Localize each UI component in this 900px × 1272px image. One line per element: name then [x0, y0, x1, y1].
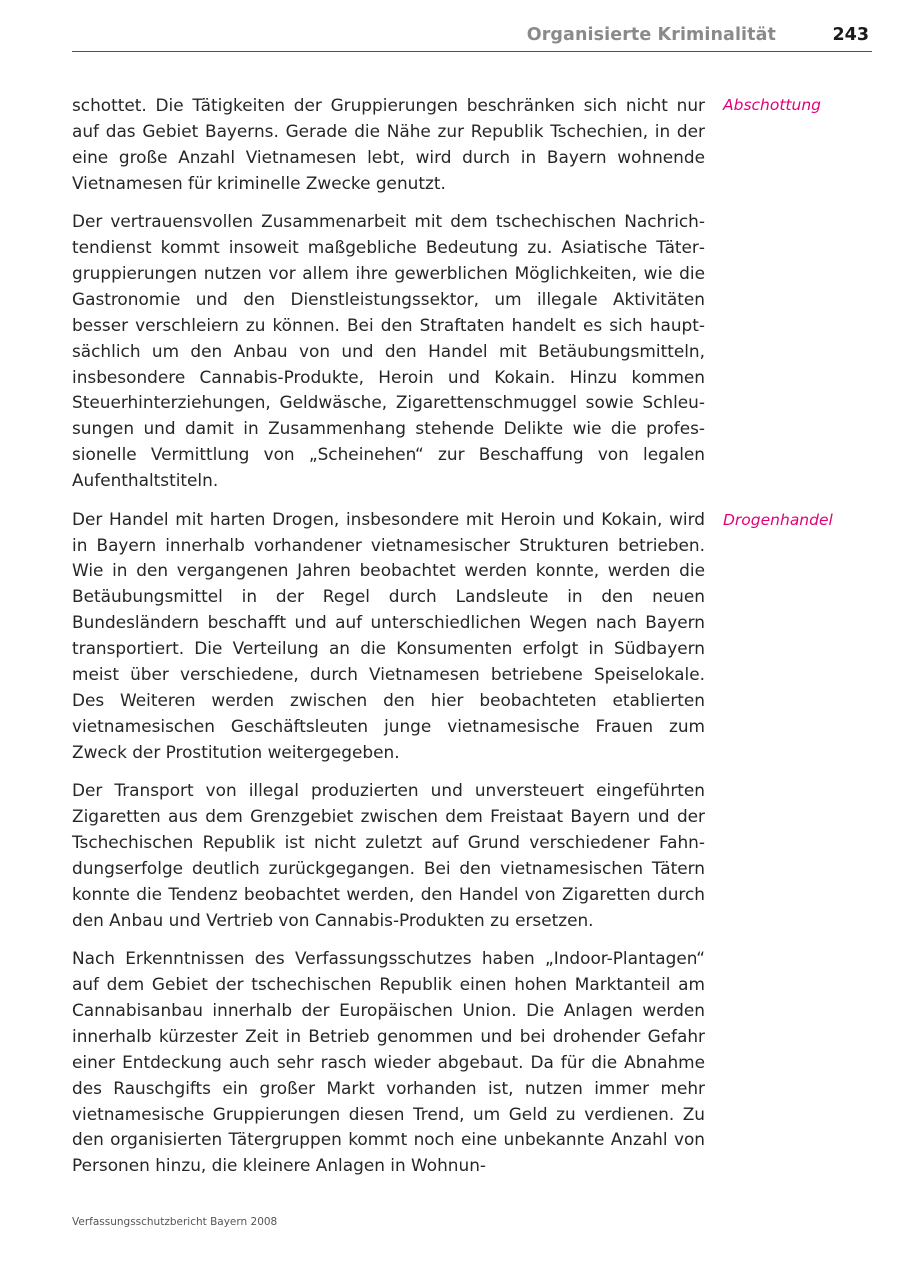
margin-note-drogenhandel: Drogenhandel	[723, 511, 833, 529]
margin-note-abschottung: Abschottung	[723, 96, 821, 114]
paragraph-2: Der vertrauensvollen Zusammenarbeit mit dem tschechischen Nachrichtendienst kommt insoweit maßgebliche Bedeutung zu. Asiatische Tätergruppierungen nutzen vor allem ihre gewerblichen Möglichkeiten, wie die Gastronomie und den Dienstleistungssektor, um illegale Aktivitäten besser verschleiern zu können. Bei den Straftaten handelt es sich hauptsächlich um den Anbau von und den Handel mit Betäubungsmitteln, insbesondere Cannabis-Produkte, Heroin und Kokain. Hinzu kommen Steuerhinterziehungen, Geldwäsche, Zigarettenschmuggel sowie Schleusungen und damit in Zusammenhang stehende Delikte wie die professionelle Vermittlung von „Scheinehen“ zur Beschaffung von legalen Aufenthaltstiteln.	[72, 211, 705, 491]
paragraph-3: Der Handel mit harten Drogen, insbesondere mit Heroin und Kokain, wird in Bayern innerhalb vorhandener vietnamesischer Strukturen betrieben. Wie in den vergangenen Jahren beobachtet werden konnte, werden die Betäubungsmittel in der Regel durch Landsleute in den neuen Bundesländern beschafft und auf unterschiedlichen Wegen nach Bayern transportiert. Die Verteilung an die Konsumenten erfolgt in Südbayern meist über verschiedene, durch Vietnamesen betriebene Speiselokale. Des Weiteren werden zwischen den hier beobachteten etablierten vietnamesischen Geschäftsleuten junge vietnamesische Frauen zum Zweck der Prostitution weitergegeben.	[72, 508, 705, 762]
running-header	[72, 22, 872, 50]
running-header-title: Organisierte Kriminalität	[526, 25, 776, 45]
paragraph-4: Der Transport von illegal produzierten und unversteuert eingeführten Zigaretten aus dem Grenzgebiet zwischen dem Freistaat Bayern und der Tschechischen Republik ist nicht zuletzt auf Grund verschiedener Fahndungserfolge deutlich zurückgegangen. Bei den vietnamesischen Tätern konnte die Tendenz beobachtet werden, den Handel von Zigaretten durch den Anbau und Vertrieb von Cannabis-Produkten zu ersetzen.	[72, 780, 705, 930]
header-rule	[72, 51, 872, 52]
paragraph-5: Nach Erkenntnissen des Verfassungsschutzes haben „Indoor-Plantagen“ auf dem Gebiet der tschechischen Republik einen hohen Marktanteil am Cannabisanbau innerhalb der Europäischen Union. Die Anlagen werden innerhalb kürzester Zeit in Betrieb genommen und bei drohender Gefahr einer Entdeckung auch sehr rasch wieder abgebaut. Da für die Abnahme des Rauschgifts ein großer Markt vorhanden ist, nutzen immer mehr vietnamesische Gruppierungen diesen Trend, um Geld zu verdienen. Zu den organisierten Tätergruppen kommt noch eine unbekannte Anzahl von Personen hinzu, die kleinere Anlagen in Wohnun-	[72, 948, 705, 1176]
page-number: 243	[832, 25, 869, 45]
body-text	[72, 93, 705, 1192]
paragraph-1: schottet. Die Tätigkeiten der Gruppierungen beschränken sich nicht nur auf das Gebiet Bayerns. Gerade die Nähe zur Republik Tschechien, in der eine große Anzahl Vietnamesen lebt, wird durch in Bayern wohnende Vietnamesen für kriminelle Zwecke genutzt.	[72, 95, 705, 193]
page-footer: Verfassungsschutzbericht Bayern 2008	[72, 1216, 278, 1228]
